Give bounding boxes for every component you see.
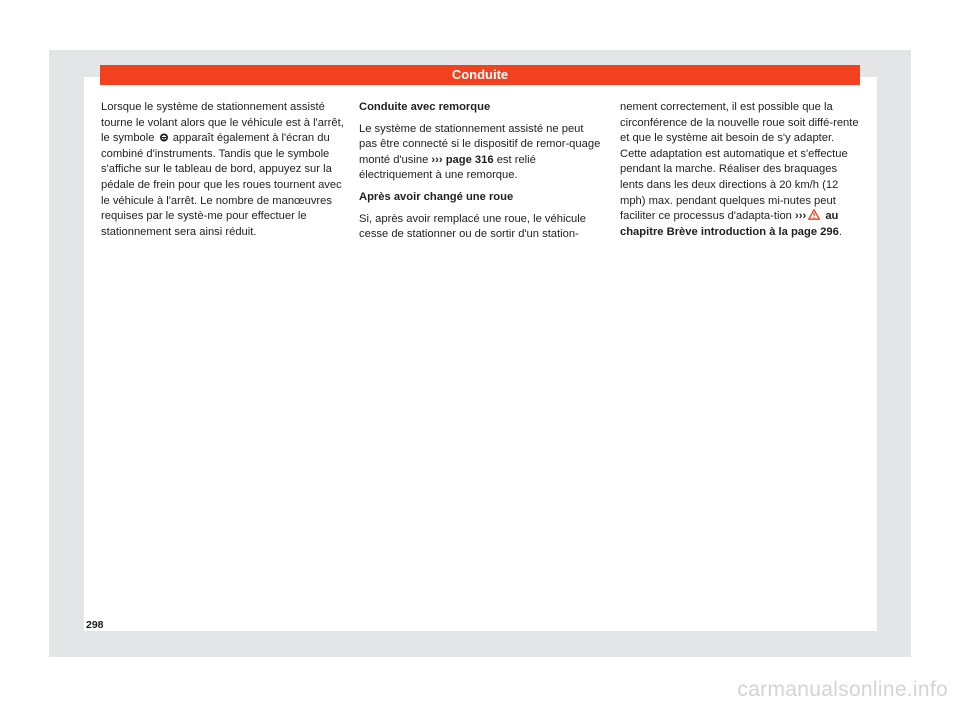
paragraph: Lorsque le système de stationnement assisté tourne le volant alors que le véhicule est à l'arrêt, le symbole apparaît également à l'écran du combiné d'instruments. Tandis que le symbole s'affiche sur le tableau de bord, appuyez sur la pédale de frein pour que les roues tournent avec le véhicule à l'arrêt. Le nombre de manœuvres requises par le systè-me pour effectuer le stationnement sera ainsi réduit.: [101, 101, 344, 238]
arrow-glyph: ›››: [795, 210, 807, 223]
paragraph: nement correctement, il est possible que la circonférence de la nouvelle roue soit diffé-rente et que le système ait besoin de s'y adapter. Cette adaptation est automatique et s'effectue pendant la marche. Réaliser des braquages lents dans les deux directions à 20 km/h (12 mph) max. pendant quelques mi-nutes peut faciliter ce processus d'adapta-tion ››› au chapitre Brève introduction à la page 296.: [620, 101, 859, 238]
page-number: 298: [86, 619, 104, 631]
section-header: Conduite: [100, 65, 860, 85]
watermark: carmanualsonline.info: [737, 678, 948, 701]
chapter-reference-link[interactable]: au chapitre Brève introduction à la page 296: [620, 210, 839, 238]
subheading-trailer: Conduite avec remorque: [359, 101, 491, 113]
column-left: [101, 100, 346, 240]
warning-triangle-icon: [808, 209, 820, 220]
paragraph: Le système de stationnement assisté ne peut pas être connecté si le dispositif de remor-quage monté d'usine ››› page 316 est relié électriquement à une remorque.: [359, 122, 601, 182]
steering-warning-icon: [159, 133, 169, 142]
page-reference-link[interactable]: ››› page 316: [431, 153, 494, 166]
column-middle: [359, 100, 604, 243]
column-right: [620, 100, 860, 240]
subheading-wheel: Après avoir changé une roue: [359, 190, 514, 203]
paragraph: Si, après avoir remplacé une roue, le véhicule cesse de stationner ou de sortir d'un station-: [359, 212, 586, 241]
